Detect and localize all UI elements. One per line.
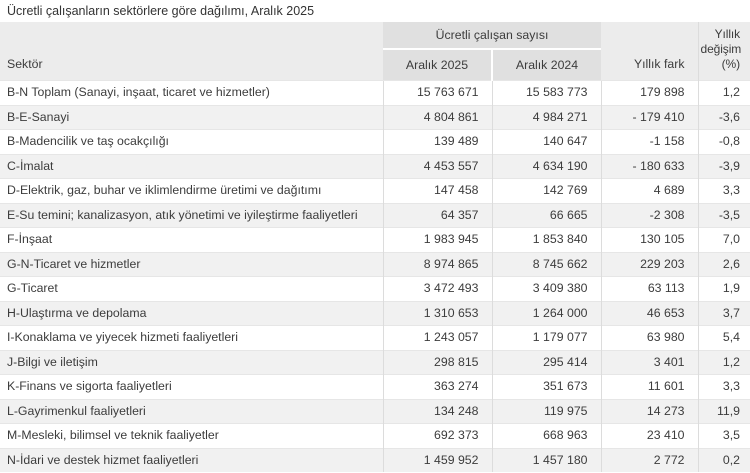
employment-table [0, 22, 750, 472]
sector-cell: N-İdari ve destek hizmet faaliyetleri [0, 448, 383, 472]
value-2024-cell: 142 769 [492, 179, 601, 204]
yearly-change-cell: 1,2 [698, 350, 750, 375]
yearly-diff-cell: -2 308 [601, 203, 698, 228]
yearly-change-cell: 3,5 [698, 424, 750, 449]
table-row [0, 350, 750, 375]
table-row [0, 399, 750, 424]
sector-cell: E-Su temini; kanalizasyon, atık yönetimi ve iyileştirme faaliyetleri [0, 203, 383, 228]
table-row [0, 105, 750, 130]
yearly-diff-cell: 46 653 [601, 301, 698, 326]
yearly-change-cell: -3,6 [698, 105, 750, 130]
value-2024-cell: 8 745 662 [492, 252, 601, 277]
value-2024-cell: 1 853 840 [492, 228, 601, 253]
table-row [0, 203, 750, 228]
table-row [0, 130, 750, 155]
sector-cell: F-İnşaat [0, 228, 383, 253]
yearly-change-cell: -0,8 [698, 130, 750, 155]
yearly-diff-cell: - 180 633 [601, 154, 698, 179]
value-2024-cell: 140 647 [492, 130, 601, 155]
yearly-change-cell: 3,3 [698, 179, 750, 204]
value-2024-cell: 295 414 [492, 350, 601, 375]
yearly-diff-cell: 2 772 [601, 448, 698, 472]
table-row [0, 301, 750, 326]
value-2025-cell: 363 274 [383, 375, 492, 400]
yearly-diff-cell: 3 401 [601, 350, 698, 375]
yearly-diff-cell: 23 410 [601, 424, 698, 449]
column-header-sector: Sektör [0, 22, 383, 81]
sector-cell: B-E-Sanayi [0, 105, 383, 130]
yearly-diff-cell: 130 105 [601, 228, 698, 253]
value-2025-cell: 147 458 [383, 179, 492, 204]
yearly-diff-cell: 63 980 [601, 326, 698, 351]
column-header-december-2025: Aralık 2025 [383, 49, 492, 81]
table-body [0, 81, 750, 473]
value-2024-cell: 351 673 [492, 375, 601, 400]
sector-cell: D-Elektrik, gaz, buhar ve iklimlendirme üretimi ve dağıtımı [0, 179, 383, 204]
sector-cell: G-N-Ticaret ve hizmetler [0, 252, 383, 277]
value-2024-cell: 4 634 190 [492, 154, 601, 179]
value-2025-cell: 8 974 865 [383, 252, 492, 277]
table-row [0, 228, 750, 253]
yearly-change-cell: 3,3 [698, 375, 750, 400]
yearly-change-cell: 7,0 [698, 228, 750, 253]
value-2025-cell: 692 373 [383, 424, 492, 449]
value-2025-cell: 4 453 557 [383, 154, 492, 179]
value-2025-cell: 1 983 945 [383, 228, 492, 253]
value-2025-cell: 4 804 861 [383, 105, 492, 130]
yearly-change-cell: 0,2 [698, 448, 750, 472]
sector-cell: M-Mesleki, bilimsel ve teknik faaliyetler [0, 424, 383, 449]
value-2025-cell: 1 459 952 [383, 448, 492, 472]
yearly-diff-cell: 229 203 [601, 252, 698, 277]
sector-cell: C-İmalat [0, 154, 383, 179]
value-2024-cell: 3 409 380 [492, 277, 601, 302]
table-row [0, 81, 750, 106]
table-row [0, 154, 750, 179]
value-2025-cell: 298 815 [383, 350, 492, 375]
yearly-diff-cell: 4 689 [601, 179, 698, 204]
value-2025-cell: 15 763 671 [383, 81, 492, 106]
sector-cell: L-Gayrimenkul faaliyetleri [0, 399, 383, 424]
sector-cell: B-Madencilik ve taş ocakçılığı [0, 130, 383, 155]
table-row [0, 424, 750, 449]
value-2025-cell: 1 243 057 [383, 326, 492, 351]
yearly-diff-cell: 179 898 [601, 81, 698, 106]
sector-cell: K-Finans ve sigorta faaliyetleri [0, 375, 383, 400]
value-2024-cell: 4 984 271 [492, 105, 601, 130]
sector-cell: H-Ulaştırma ve depolama [0, 301, 383, 326]
yearly-change-cell: 1,2 [698, 81, 750, 106]
value-2024-cell: 1 264 000 [492, 301, 601, 326]
yearly-change-cell: 11,9 [698, 399, 750, 424]
yearly-diff-cell: 11 601 [601, 375, 698, 400]
yearly-diff-cell: - 179 410 [601, 105, 698, 130]
value-2025-cell: 1 310 653 [383, 301, 492, 326]
value-2025-cell: 64 357 [383, 203, 492, 228]
yearly-diff-cell: -1 158 [601, 130, 698, 155]
sector-cell: G-Ticaret [0, 277, 383, 302]
table-row [0, 375, 750, 400]
yearly-diff-cell: 63 113 [601, 277, 698, 302]
table-row [0, 277, 750, 302]
table-row [0, 448, 750, 472]
table-header [0, 22, 750, 81]
yearly-diff-cell: 14 273 [601, 399, 698, 424]
value-2025-cell: 134 248 [383, 399, 492, 424]
value-2024-cell: 66 665 [492, 203, 601, 228]
yearly-change-cell: 2,6 [698, 252, 750, 277]
sector-cell: I-Konaklama ve yiyecek hizmeti faaliyetleri [0, 326, 383, 351]
value-2024-cell: 1 457 180 [492, 448, 601, 472]
value-2024-cell: 15 583 773 [492, 81, 601, 106]
sector-cell: J-Bilgi ve iletişim [0, 350, 383, 375]
table-row [0, 252, 750, 277]
column-header-yearly-diff: Yıllık fark [601, 22, 698, 81]
column-group-header-paid-employee-count: Ücretli çalışan sayısı [383, 22, 601, 49]
yearly-change-cell: -3,9 [698, 154, 750, 179]
value-2025-cell: 139 489 [383, 130, 492, 155]
yearly-change-cell: -3,5 [698, 203, 750, 228]
page-title: Ücretli çalışanların sektörlere göre dağılımı, Aralık 2025 [7, 4, 315, 18]
value-2024-cell: 668 963 [492, 424, 601, 449]
yearly-change-cell: 1,9 [698, 277, 750, 302]
column-header-december-2024: Aralık 2024 [492, 49, 601, 81]
value-2024-cell: 1 179 077 [492, 326, 601, 351]
column-header-yearly-change: Yıllık değişim (%) [698, 22, 750, 81]
yearly-change-cell: 5,4 [698, 326, 750, 351]
table-row [0, 179, 750, 204]
table-row [0, 326, 750, 351]
sector-cell: B-N Toplam (Sanayi, inşaat, ticaret ve hizmetler) [0, 81, 383, 106]
value-2025-cell: 3 472 493 [383, 277, 492, 302]
yearly-change-cell: 3,7 [698, 301, 750, 326]
value-2024-cell: 119 975 [492, 399, 601, 424]
